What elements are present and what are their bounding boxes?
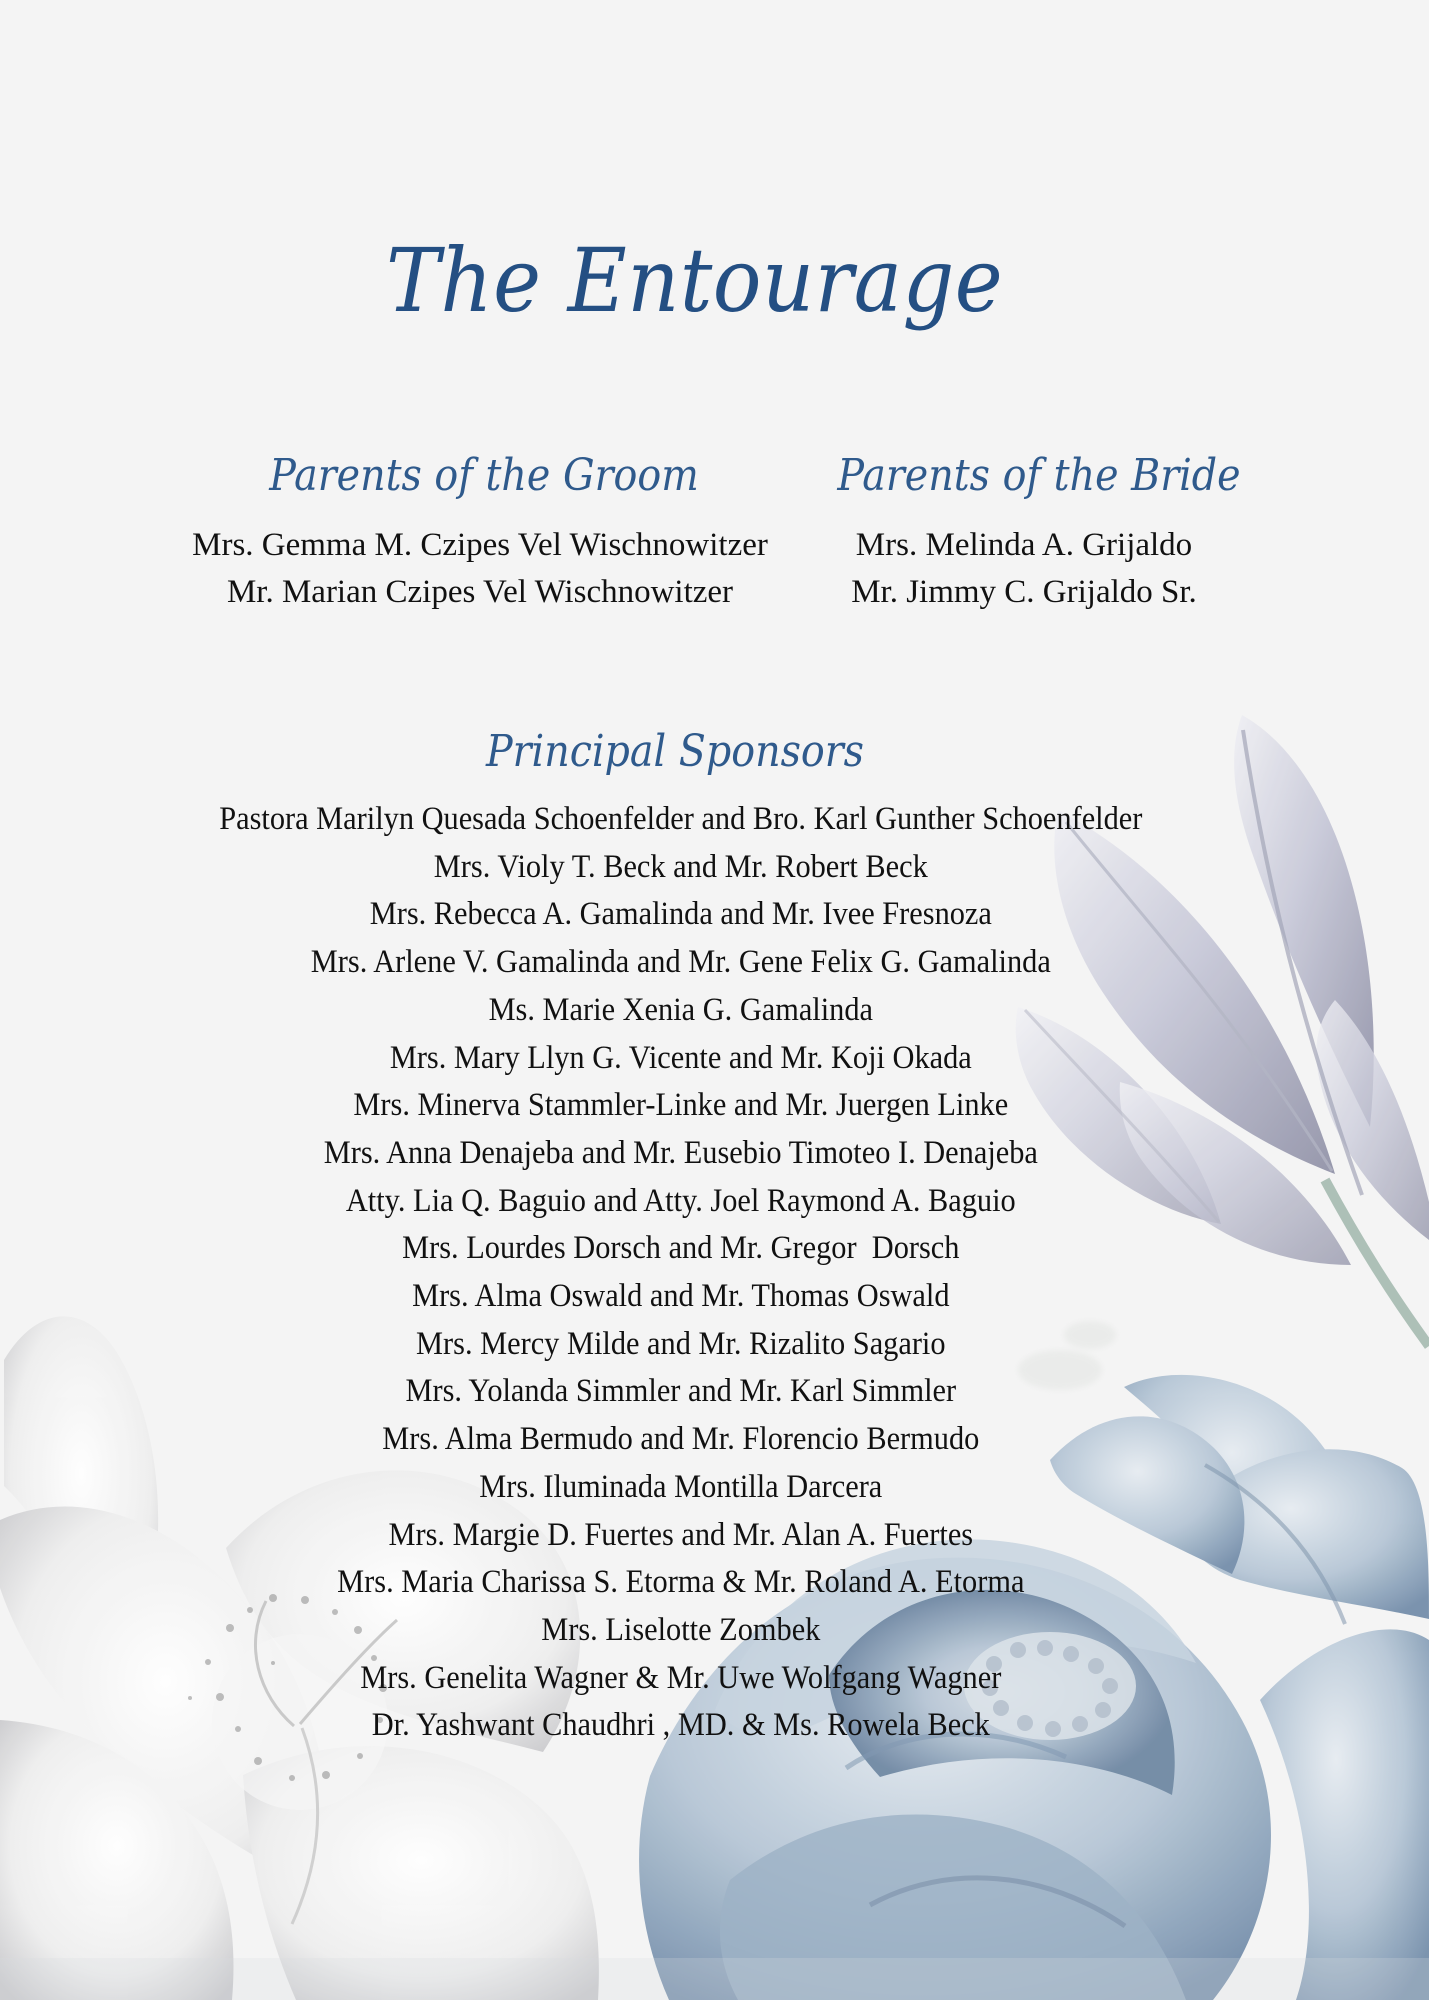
sponsor-line: Mrs. Genelita Wagner & Mr. Uwe Wolfgang Wagner (360, 1659, 1002, 1696)
sponsor-line: Mrs. Violy T. Beck and Mr. Robert Beck (433, 848, 928, 885)
principal-sponsors-heading: Principal Sponsors (485, 726, 865, 777)
sponsor-line: Mrs. Mary Llyn G. Vicente and Mr. Koji Okada (389, 1039, 972, 1076)
bride-parents-heading: Parents of the Bride (837, 450, 1241, 501)
sponsor-line: Dr. Yashwant Chaudhri , MD. & Ms. Rowela Beck (371, 1707, 990, 1744)
groom-parents-heading: Parents of the Groom (269, 450, 699, 501)
sponsor-line: Mrs. Maria Charissa S. Etorma & Mr. Roland A. Etorma (337, 1564, 1025, 1601)
groom-parent-name: Mr. Marian Czipes Vel Wischnowitzer (226, 574, 734, 610)
sponsor-line: Mrs. Arlene V. Gamalinda and Mr. Gene Felix G. Gamalinda (310, 944, 1051, 981)
bride-parents-list (824, 522, 1224, 616)
page-title: The Entourage (386, 229, 1004, 332)
sponsor-line: Mrs. Alma Oswald and Mr. Thomas Oswald (412, 1278, 950, 1315)
sponsor-line: Mrs. Minerva Stammler-Linke and Mr. Juergen Linke (353, 1087, 1009, 1124)
groom-parent-name: Mrs. Gemma M. Czipes Vel Wischnowitzer (192, 527, 768, 563)
sponsor-line: Mrs. Mercy Milde and Mr. Rizalito Sagario (416, 1325, 946, 1362)
sponsor-line: Mrs. Iluminada Montilla Darcera (479, 1468, 883, 1505)
sponsor-line: Mrs. Alma Bermudo and Mr. Florencio Bermudo (382, 1421, 980, 1458)
sponsor-line: Mrs. Yolanda Simmler and Mr. Karl Simmler (405, 1373, 957, 1410)
sponsor-line: Mrs. Lourdes Dorsch and Mr. Gregor Dorsch (402, 1230, 960, 1267)
sponsor-line: Mrs. Rebecca A. Gamalinda and Mr. Ivee Fresnoza (369, 896, 992, 933)
groom-parents-list (150, 522, 810, 616)
sponsor-line: Mrs. Margie D. Fuertes and Mr. Alan A. Fuertes (388, 1516, 974, 1553)
sponsor-line: Atty. Lia Q. Baguio and Atty. Joel Raymond A. Baguio (345, 1182, 1016, 1219)
sponsor-line: Mrs. Anna Denajeba and Mr. Eusebio Timoteo I. Denajeba (323, 1134, 1038, 1171)
sponsor-line: Mrs. Liselotte Zombek (541, 1611, 821, 1648)
sponsor-line: Ms. Marie Xenia G. Gamalinda (488, 991, 874, 1028)
sponsor-line: Pastora Marilyn Quesada Schoenfelder and Bro. Karl Gunther Schoenfelder (219, 801, 1143, 837)
principal-sponsors-list (0, 796, 1362, 1750)
bride-parent-name: Mrs. Melinda A. Grijaldo (855, 527, 1193, 563)
bride-parent-name: Mr. Jimmy C. Grijaldo Sr. (851, 574, 1197, 610)
